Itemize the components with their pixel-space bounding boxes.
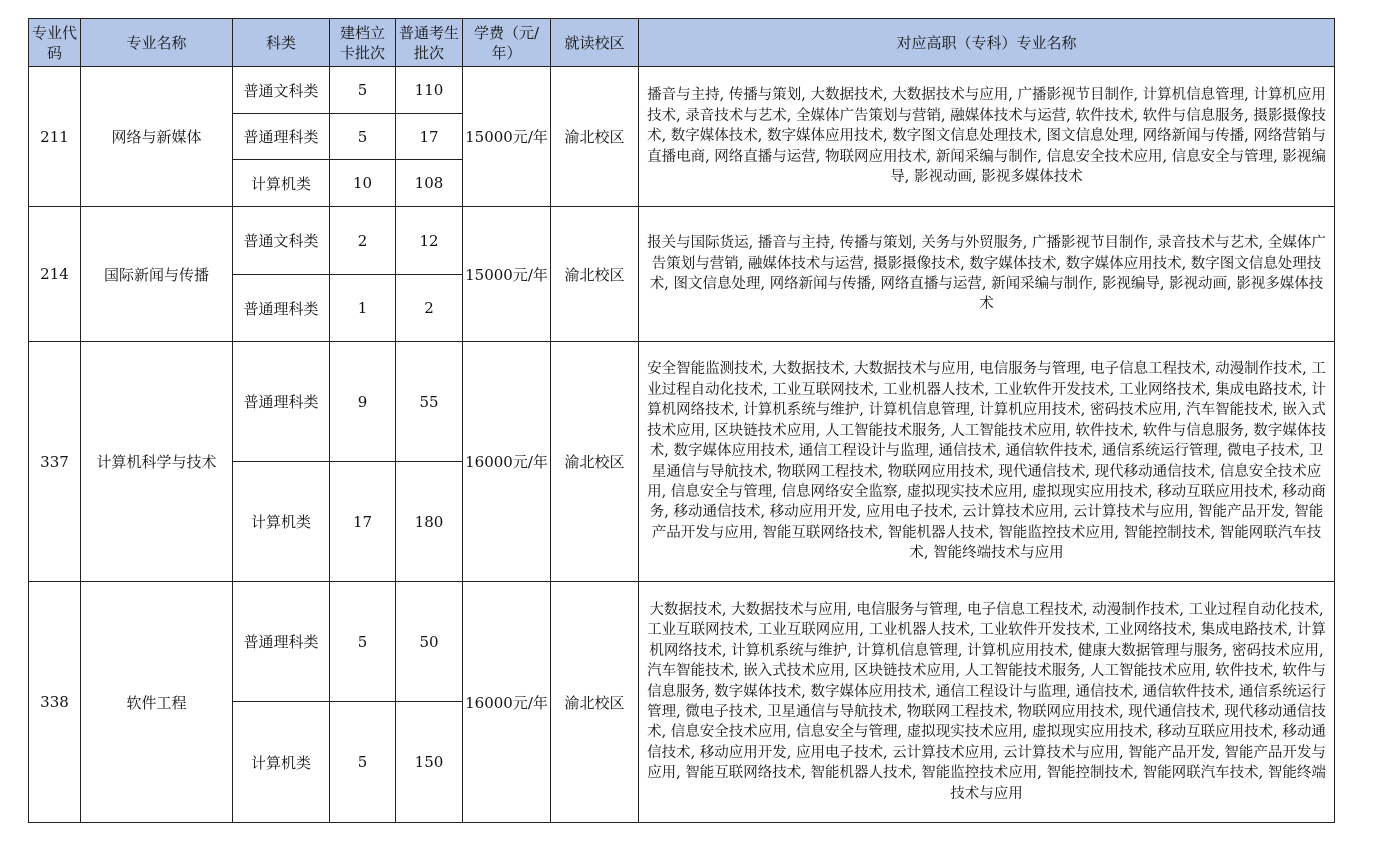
fee-cell: 16000元/年: [463, 582, 551, 823]
normal-batch-cell: 180: [396, 462, 463, 582]
card-batch-cell: 5: [330, 702, 396, 823]
card-batch-cell: 17: [330, 462, 396, 582]
major-code: 214: [29, 207, 81, 342]
major-name: 软件工程: [81, 582, 233, 823]
header-row: [29, 19, 1335, 67]
card-batch-cell: 5: [330, 582, 396, 702]
campus-cell: 渝北校区: [551, 207, 639, 342]
normal-batch-cell: 50: [396, 582, 463, 702]
related-majors-cell: 安全智能监测技术, 大数据技术, 大数据技术与应用, 电信服务与管理, 电子信息工程技术, 动漫制作技术, 工业过程自动化技术, 工业互联网技术, 工业机器人技术, 工业软件开发技术, 工业网络技术, 集成电路技术, 计算机网络技术, 计算机系统与维护, 计算机信息管理, 计算机应用技术, 密码技术应用, 汽车智能技术, 嵌入式技术应用, 区块链技术应用, 人工智能技术服务, 人工智能技术应用, 软件技术, 软件与信息服务, 数字媒体技术, 数字媒体应用技术, 通信工程设计与监理, 通信技术, 通信软件技术, 通信系统运行管理, 微电子技术, 卫星通信与导航技术, 物联网工程技术, 物联网应用技术, 现代通信技术, 现代移动通信技术, 信息安全技术应用, 信息安全与管理, 信息网络安全监察, 虚拟现实技术应用, 虚拟现实应用技术, 移动互联应用技术, 移动商务, 移动通信技术, 移动应用开发, 应用电子技术, 云计算技术应用, 云计算技术与应用, 智能产品开发, 智能产品开发与应用, 智能互联网络技术, 智能机器人技术, 智能监控技术应用, 智能控制技术, 智能网联汽车技术, 智能终端技术与应用: [639, 342, 1335, 582]
category-cell: 计算机类: [233, 702, 330, 823]
header-card-batch: 建档立卡批次: [330, 19, 396, 67]
header-normal-batch: 普通考生批次: [396, 19, 463, 67]
card-batch-cell: 10: [330, 160, 396, 207]
major-name: 网络与新媒体: [81, 67, 233, 207]
normal-batch-cell: 110: [396, 67, 463, 114]
major-code: 338: [29, 582, 81, 823]
category-cell: 普通理科类: [233, 114, 330, 160]
header-campus: 就读校区: [551, 19, 639, 67]
normal-batch-cell: 12: [396, 207, 463, 275]
card-batch-cell: 9: [330, 342, 396, 462]
campus-cell: 渝北校区: [551, 582, 639, 823]
card-batch-cell: 5: [330, 114, 396, 160]
category-cell: 普通文科类: [233, 67, 330, 114]
header-category: 科类: [233, 19, 330, 67]
major-code: 337: [29, 342, 81, 582]
normal-batch-cell: 108: [396, 160, 463, 207]
card-batch-cell: 2: [330, 207, 396, 275]
normal-batch-cell: 150: [396, 702, 463, 823]
category-cell: 普通理科类: [233, 275, 330, 342]
card-batch-cell: 5: [330, 67, 396, 114]
header-related-majors: 对应高职（专科）专业名称: [639, 19, 1335, 67]
related-majors-cell: 大数据技术, 大数据技术与应用, 电信服务与管理, 电子信息工程技术, 动漫制作技术, 工业过程自动化技术, 工业互联网技术, 工业互联网应用, 工业机器人技术, 工业软件开发技术, 工业网络技术, 集成电路技术, 计算机网络技术, 计算机系统与维护, 计算机信息管理, 计算机应用技术, 健康大数据管理与服务, 密码技术应用, 汽车智能技术, 嵌入式技术应用, 区块链技术应用, 人工智能技术服务, 人工智能技术应用, 软件技术, 软件与信息服务, 数字媒体技术, 数字媒体应用技术, 通信工程设计与监理, 通信技术, 通信软件技术, 通信系统运行管理, 微电子技术, 卫星通信与导航技术, 物联网工程技术, 物联网应用技术, 现代通信技术, 现代移动通信技术, 信息安全技术应用, 信息安全与管理, 虚拟现实技术应用, 虚拟现实应用技术, 移动互联应用技术, 移动通信技术, 移动应用开发, 应用电子技术, 云计算技术应用, 云计算技术与应用, 智能产品开发, 智能产品开发与应用, 智能互联网络技术, 智能机器人技术, 智能监控技术应用, 智能控制技术, 智能网联汽车技术, 智能终端技术与应用: [639, 582, 1335, 823]
header-fee: 学费（元/年）: [463, 19, 551, 67]
table-row: [29, 582, 1335, 702]
table-row: [29, 67, 1335, 114]
header-name: 专业名称: [81, 19, 233, 67]
category-cell: 普通理科类: [233, 342, 330, 462]
major-code: 211: [29, 67, 81, 207]
category-cell: 普通理科类: [233, 582, 330, 702]
normal-batch-cell: 2: [396, 275, 463, 342]
related-majors-cell: 播音与主持, 传播与策划, 大数据技术, 大数据技术与应用, 广播影视节目制作, 计算机信息管理, 计算机应用技术, 录音技术与艺术, 全媒体广告策划与营销, 融媒体技术与运营, 软件技术, 软件与信息服务, 摄影摄像技术, 数字媒体技术, 数字媒体应用技术, 数字图文信息处理技术, 图文信息处理, 网络新闻与传播, 网络营销与直播电商, 网络直播与运营, 物联网应用技术, 新闻采编与制作, 信息安全技术应用, 信息安全与管理, 影视编导, 影视动画, 影视多媒体技术: [639, 67, 1335, 207]
table-row: [29, 342, 1335, 462]
major-name: 计算机科学与技术: [81, 342, 233, 582]
category-cell: 计算机类: [233, 160, 330, 207]
fee-cell: 16000元/年: [463, 342, 551, 582]
fee-cell: 15000元/年: [463, 67, 551, 207]
header-code: 专业代码: [29, 19, 81, 67]
normal-batch-cell: 55: [396, 342, 463, 462]
campus-cell: 渝北校区: [551, 342, 639, 582]
admission-plan-table: [28, 18, 1335, 823]
major-name: 国际新闻与传播: [81, 207, 233, 342]
category-cell: 计算机类: [233, 462, 330, 582]
card-batch-cell: 1: [330, 275, 396, 342]
normal-batch-cell: 17: [396, 114, 463, 160]
related-majors-cell: 报关与国际货运, 播音与主持, 传播与策划, 关务与外贸服务, 广播影视节目制作, 录音技术与艺术, 全媒体广告策划与营销, 融媒体技术与运营, 摄影摄像技术, 数字媒体技术, 数字媒体应用技术, 数字图文信息处理技术, 图文信息处理, 网络新闻与传播, 网络直播与运营, 新闻采编与制作, 影视编导, 影视动画, 影视多媒体技术: [639, 207, 1335, 342]
table-row: [29, 207, 1335, 275]
fee-cell: 15000元/年: [463, 207, 551, 342]
campus-cell: 渝北校区: [551, 67, 639, 207]
category-cell: 普通文科类: [233, 207, 330, 275]
